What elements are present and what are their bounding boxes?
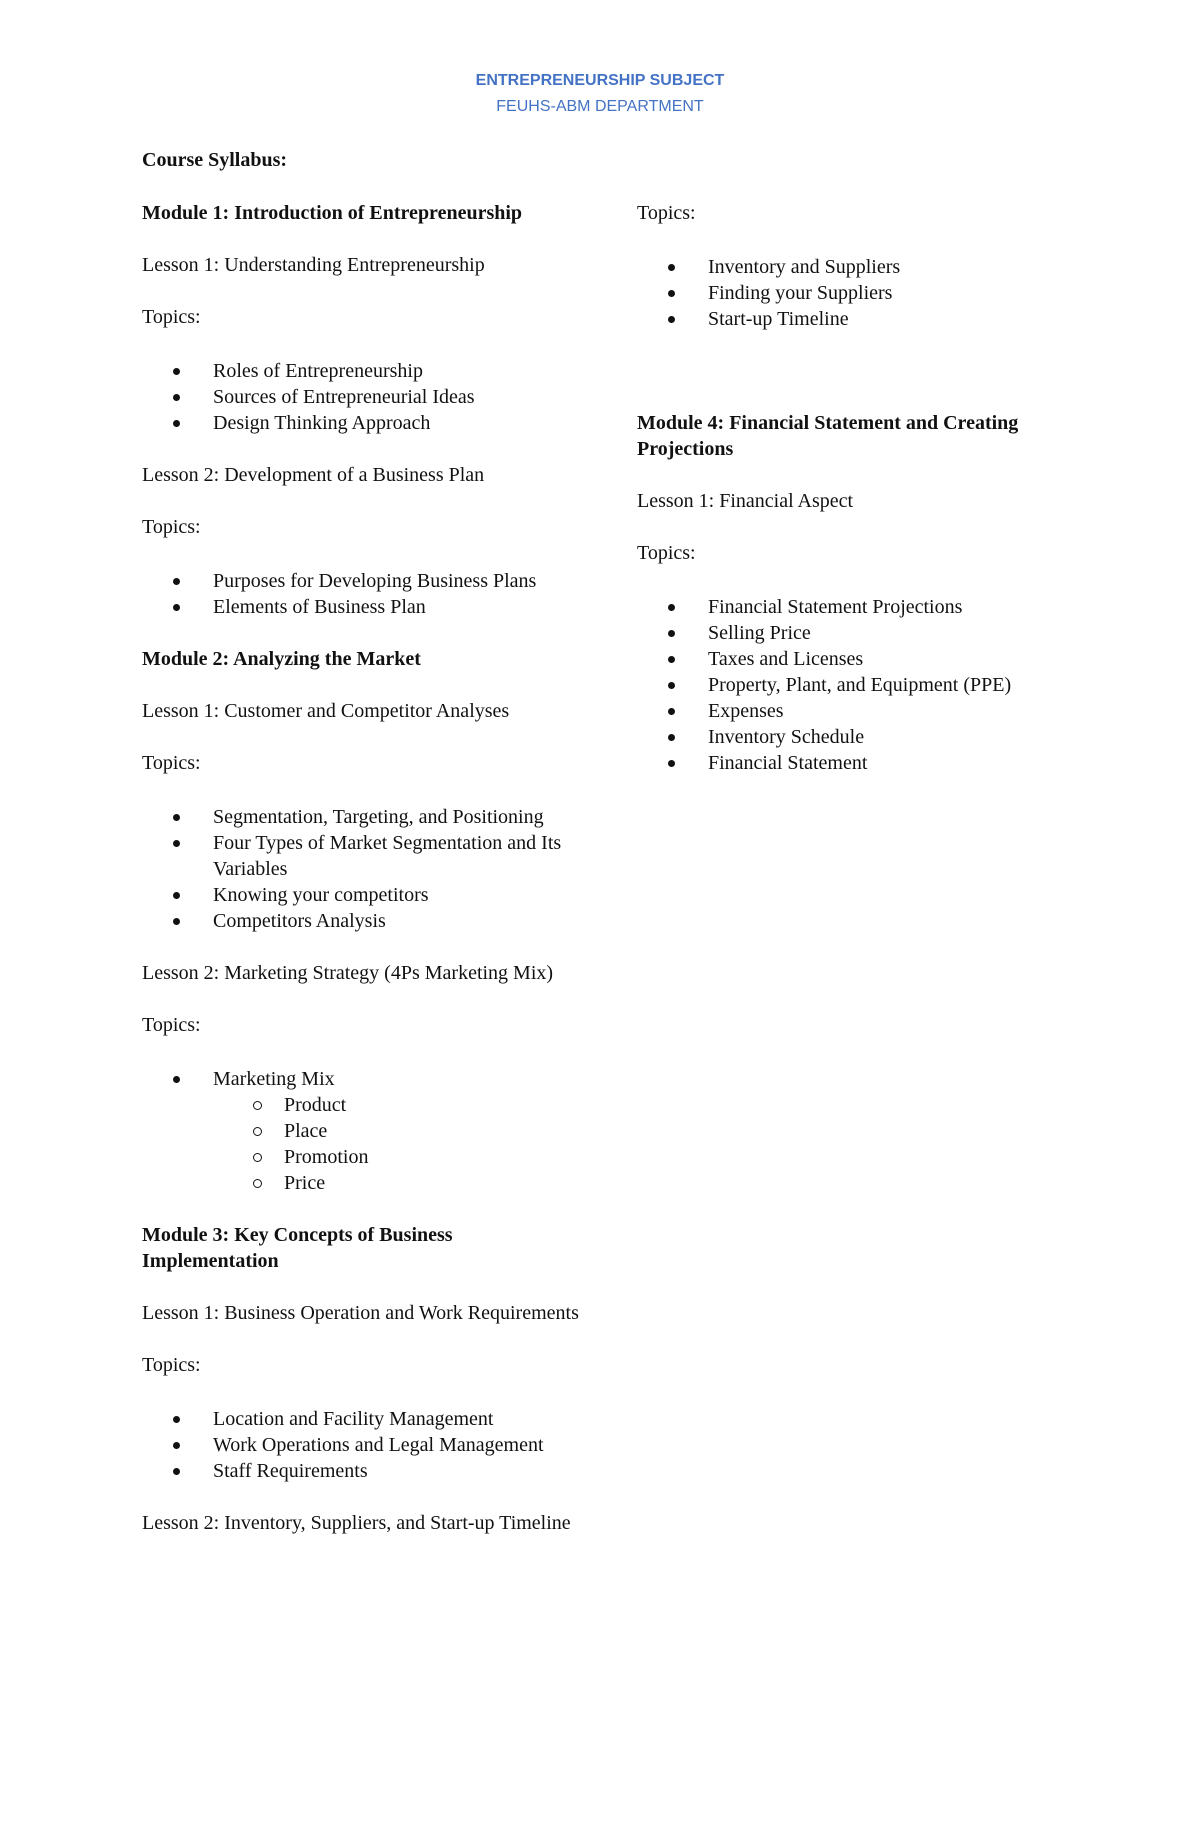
module-2-lesson-1-topics	[142, 804, 582, 934]
bullet-icon	[173, 1442, 180, 1449]
bullet-icon	[668, 682, 675, 689]
list-item	[637, 724, 1077, 750]
module-3-lesson-1-title: Lesson 1: Business Operation and Work Requirements	[142, 1302, 579, 1324]
topic-text: Property, Plant, and Equipment (PPE)	[708, 674, 1012, 696]
topic-text: Purposes for Developing Business Plans	[213, 570, 537, 592]
topics-label: Topics:	[142, 1014, 201, 1036]
subtopic-text: Price	[284, 1172, 326, 1194]
module-3-lesson-2-topics	[637, 254, 1077, 332]
topic-text: Four Types of Market Segmentation and Its Variables	[213, 832, 562, 880]
topics-label: Topics:	[142, 752, 201, 774]
bullet-icon	[173, 892, 180, 899]
topic-text: Location and Facility Management	[213, 1408, 494, 1430]
document-header	[0, 68, 1200, 120]
bullet-icon	[668, 604, 675, 611]
header-subtitle: FEUHS-ABM DEPARTMENT	[496, 98, 704, 115]
list-item	[142, 882, 582, 908]
topics-label: Topics:	[142, 516, 201, 538]
bullet-icon	[173, 368, 180, 375]
hollow-bullet-icon	[253, 1179, 262, 1188]
list-item	[142, 1406, 582, 1432]
topic-text: Financial Statement Projections	[708, 596, 963, 618]
bullet-icon	[173, 420, 180, 427]
list-item	[142, 1432, 582, 1458]
header-title: ENTREPRENEURSHIP SUBJECT	[475, 72, 725, 89]
sub-list-item	[213, 1144, 582, 1170]
topic-text: Staff Requirements	[213, 1460, 368, 1482]
bullet-icon	[668, 264, 675, 271]
list-item	[637, 646, 1077, 672]
module-2-lesson-2-topics	[142, 1066, 582, 1196]
module-2-title: Module 2: Analyzing the Market	[142, 648, 421, 670]
topic-text: Sources of Entrepreneurial Ideas	[213, 386, 475, 408]
marketing-mix-subtopics	[213, 1092, 582, 1196]
list-item	[142, 384, 582, 410]
topics-label: Topics:	[142, 1354, 201, 1376]
topic-text: Inventory and Suppliers	[708, 256, 901, 278]
list-item	[142, 908, 582, 934]
bullet-icon	[173, 918, 180, 925]
bullet-icon	[668, 290, 675, 297]
list-item	[637, 750, 1077, 776]
subtopic-text: Promotion	[284, 1146, 369, 1168]
list-item	[637, 280, 1077, 306]
module-3-lesson-1-topics	[142, 1406, 582, 1484]
list-item	[637, 306, 1077, 332]
hollow-bullet-icon	[253, 1127, 262, 1136]
list-item	[142, 594, 582, 620]
topic-text: Marketing Mix	[213, 1068, 335, 1090]
list-item	[142, 1458, 582, 1484]
bullet-icon	[173, 604, 180, 611]
module-1-title: Module 1: Introduction of Entrepreneurship	[142, 202, 523, 224]
bullet-icon	[668, 316, 675, 323]
sub-list-item	[213, 1170, 582, 1196]
topic-text: Elements of Business Plan	[213, 596, 426, 618]
topic-text: Work Operations and Legal Management	[213, 1434, 544, 1456]
list-item	[142, 1066, 582, 1196]
list-item	[142, 568, 582, 594]
topic-text: Competitors Analysis	[213, 910, 386, 932]
topic-text: Financial Statement	[708, 752, 868, 774]
topic-text: Roles of Entrepreneurship	[213, 360, 423, 382]
module-1-lesson-2-title: Lesson 2: Development of a Business Plan	[142, 464, 485, 486]
module-1-lesson-1-topics	[142, 358, 582, 436]
list-item	[637, 254, 1077, 280]
list-item	[142, 804, 582, 830]
bullet-icon	[668, 656, 675, 663]
topic-text: Selling Price	[708, 622, 811, 644]
module-4-title: Module 4: Financial Statement and Creating Projections	[637, 412, 1019, 460]
module-3-title: Module 3: Key Concepts of Business Implementation	[142, 1224, 453, 1272]
list-item	[637, 620, 1077, 646]
bullet-icon	[668, 760, 675, 767]
topic-text: Expenses	[708, 700, 784, 722]
bullet-icon	[173, 814, 180, 821]
module-1-lesson-1-title: Lesson 1: Understanding Entrepreneurship	[142, 254, 485, 276]
topic-text: Design Thinking Approach	[213, 412, 431, 434]
topics-label: Topics:	[637, 542, 696, 564]
bullet-icon	[173, 578, 180, 585]
bullet-icon	[668, 734, 675, 741]
spacer	[637, 358, 1077, 410]
bullet-icon	[668, 630, 675, 637]
list-item	[142, 358, 582, 384]
module-2-lesson-1-title: Lesson 1: Customer and Competitor Analyses	[142, 700, 510, 722]
bullet-icon	[173, 840, 180, 847]
topic-text: Inventory Schedule	[708, 726, 865, 748]
topic-text: Start-up Timeline	[708, 308, 849, 330]
hollow-bullet-icon	[253, 1101, 262, 1110]
module-2-lesson-2-title: Lesson 2: Marketing Strategy (4Ps Marketing Mix)	[142, 962, 554, 984]
subtopic-text: Product	[284, 1094, 347, 1116]
list-item	[637, 594, 1077, 620]
bullet-icon	[173, 1468, 180, 1475]
topics-label: Topics:	[637, 202, 696, 224]
bullet-icon	[668, 708, 675, 715]
topic-text: Taxes and Licenses	[708, 648, 864, 670]
list-item	[142, 410, 582, 436]
module-1-lesson-2-topics	[142, 568, 582, 620]
sub-list-item	[213, 1118, 582, 1144]
left-column	[142, 200, 582, 1562]
right-column	[637, 200, 1077, 802]
bullet-icon	[173, 394, 180, 401]
module-4-lesson-1-topics	[637, 594, 1077, 776]
module-4-lesson-1-title: Lesson 1: Financial Aspect	[637, 490, 854, 512]
list-item	[637, 672, 1077, 698]
syllabus-label: Course Syllabus:	[142, 149, 288, 171]
bullet-icon	[173, 1076, 180, 1083]
topic-text: Finding your Suppliers	[708, 282, 893, 304]
topic-text: Segmentation, Targeting, and Positioning	[213, 806, 544, 828]
subtopic-text: Place	[284, 1120, 328, 1142]
topics-label: Topics:	[142, 306, 201, 328]
topic-text: Knowing your competitors	[213, 884, 429, 906]
list-item	[637, 698, 1077, 724]
module-3-lesson-2-title: Lesson 2: Inventory, Suppliers, and Start-up Timeline	[142, 1512, 571, 1534]
bullet-icon	[173, 1416, 180, 1423]
list-item	[142, 830, 582, 882]
hollow-bullet-icon	[253, 1153, 262, 1162]
sub-list-item	[213, 1092, 582, 1118]
